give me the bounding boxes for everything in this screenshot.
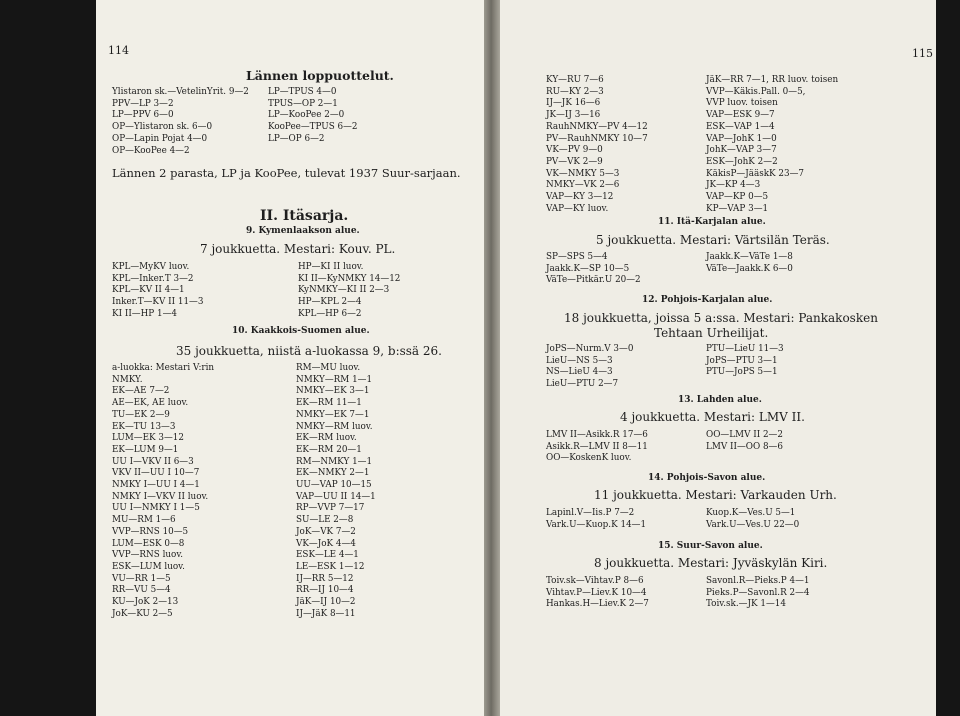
left-page — [96, 0, 484, 716]
district-15-sub: 8 joukkuetta. Mestari: Jyväskylän Kiri. — [594, 556, 828, 570]
result-line: RU—KY 2—3 — [546, 86, 604, 97]
result-line: KPL—KV II 4—1 — [112, 285, 185, 296]
result-line: OO—KoskenK luov. — [546, 453, 632, 464]
result-line: PPV—LP 3—2 — [112, 98, 174, 109]
result-line: RP—VVP 7—17 — [296, 503, 365, 514]
section-title: II. Itäsarja. — [260, 208, 349, 224]
result-line: VAP—KY luov. — [546, 203, 609, 214]
result-line: JK—KP 4—3 — [706, 180, 761, 191]
result-line: VVP luov. toisen — [706, 98, 778, 109]
result-line: EK—LUM 9—1 — [112, 444, 179, 455]
result-line: OP—Ylistaron sk. 6—0 — [112, 122, 213, 133]
result-line: VAP—KY 3—12 — [546, 192, 614, 203]
result-line: KI II—KyNMKY 14—12 — [298, 273, 401, 284]
result-line: JoK—VK 7—2 — [296, 526, 356, 537]
results-a — [112, 87, 249, 157]
result-line: RM—MU luov. — [296, 363, 361, 373]
district-12-sub-1: 18 joukkuetta, joissa 5 a:ssa. Mestari: Pankakosken — [564, 311, 878, 325]
district-11-heading: 11. Itä-Karjalan alue. — [658, 217, 766, 227]
result-line: JoPS—Nurm.V 3—0 — [546, 344, 634, 354]
page-title: Lännen loppuottelut. — [246, 68, 394, 83]
result-line: Lapinl.V—Iis.P 7—2 — [546, 508, 635, 518]
result-line: ESK—LUM luov. — [112, 561, 185, 572]
district-14-sub: 11 joukkuetta. Mestari: Varkauden Urh. — [594, 488, 837, 502]
result-line: LMV II—Asikk.R 17—6 — [546, 430, 648, 440]
result-line: IJ—JäK 8—11 — [296, 608, 356, 619]
district-9-sub: 7 joukkuetta. Mestari: Kouv. PL. — [200, 242, 396, 256]
result-line: UU—VAP 10—15 — [296, 480, 372, 491]
result-line: EK—NMKY 2—1 — [296, 468, 370, 479]
result-line: LieU—PTU 2—7 — [546, 379, 619, 390]
result-line: EK—RM 20—1 — [296, 444, 362, 455]
result-line: VäTe—Jaakk.K 6—0 — [706, 263, 793, 274]
district-14-heading: 14. Pohjois-Savon alue. — [648, 473, 766, 483]
result-line: LP—TPUS 4—0 — [268, 87, 337, 97]
result-line: JK—IJ 3—16 — [546, 110, 601, 121]
result-line: IJ—JK 16—6 — [546, 98, 601, 109]
result-line: Kuop.K—Ves.U 5—1 — [706, 508, 796, 518]
district-15-right — [706, 576, 810, 611]
result-line: KooPee—TPUS 6—2 — [268, 122, 358, 133]
result-line: Vark.U—Kuop.K 14—1 — [546, 519, 647, 530]
result-line: TU—EK 2—9 — [112, 409, 170, 420]
right-page — [500, 0, 936, 716]
result-line: UU I—NMKY I 1—5 — [112, 503, 200, 514]
result-line: LUM—ESK 0—8 — [112, 538, 185, 549]
result-line: VK—PV 9—0 — [546, 145, 603, 156]
result-line: RM—NMKY 1—1 — [296, 456, 373, 467]
district-13-right — [706, 430, 783, 453]
result-line: JohK—VAP 3—7 — [706, 145, 777, 156]
summary-text: Lännen 2 parasta, LP ja KooPee, tulevat 1937 Suur-sarjaan. — [112, 166, 461, 180]
result-line: KY—RU 7—6 — [546, 75, 604, 85]
result-line: JäK—RR 7—1, RR luov. toisen — [706, 75, 839, 85]
result-line: KyNMKY—KI II 2—3 — [298, 285, 390, 296]
result-line: Toiv.sk.—JK 1—14 — [706, 599, 786, 610]
result-line: NMKY I—VKV II luov. — [112, 491, 209, 502]
result-line: RauhNMKY—PV 4—12 — [546, 121, 648, 132]
result-line: KäkisP—JääskK 23—7 — [706, 168, 805, 179]
district-11-right — [706, 252, 793, 275]
result-line: NMKY—RM luov. — [296, 421, 373, 432]
result-line: Jaakk.K—SP 10—5 — [546, 263, 630, 274]
result-line: PV—VK 2—9 — [546, 156, 603, 167]
result-line: Vihtav.P—Liev.K 10—4 — [546, 587, 647, 598]
district-15-heading: 15. Suur-Savon alue. — [658, 541, 763, 551]
result-line: KI II—HP 1—4 — [112, 308, 177, 319]
result-line: UU I—VKV II 6—3 — [112, 456, 194, 467]
district-10-left — [112, 363, 214, 620]
result-line: Jaakk.K—VäTe 1—8 — [706, 252, 793, 262]
district-12-left — [546, 344, 633, 391]
result-line: VU—RR 1—5 — [112, 573, 171, 584]
result-line: IJ—RR 5—12 — [296, 573, 354, 584]
result-line: MU—RM 1—6 — [112, 515, 176, 526]
page-number-right: 115 — [912, 47, 933, 60]
result-line: AE—EK, AE luov. — [112, 398, 189, 409]
result-line: RR—IJ 10—4 — [296, 585, 354, 596]
result-line: LUM—EK 3—12 — [112, 433, 184, 444]
result-line: NMKY. — [112, 374, 143, 385]
district-10-sub: 35 joukkuetta, niistä a-luokassa 9, b:ssä 26. — [176, 344, 442, 358]
result-line: Inker.T—KV II 11—3 — [112, 297, 204, 308]
result-line: VVP—Käkis.Pall. 0—5, — [706, 86, 806, 97]
district-13-sub: 4 joukkuetta. Mestari: LMV II. — [620, 410, 805, 424]
result-line: EK—RM luov. — [296, 433, 357, 444]
district-11-left — [546, 252, 641, 287]
result-line: EK—RM 11—1 — [296, 398, 362, 409]
result-line: ESK—JohK 2—2 — [706, 156, 778, 167]
result-line: VVP—RNS 10—5 — [112, 526, 189, 537]
result-line: VAP—KP 0—5 — [706, 192, 769, 203]
result-line: SP—SPS 5—4 — [546, 252, 608, 262]
district-9-right — [298, 262, 400, 321]
result-line: NMKY—EK 7—1 — [296, 409, 370, 420]
district-14-left — [546, 508, 646, 531]
result-line: VK—NMKY 5—3 — [546, 168, 620, 179]
book-gutter — [484, 0, 500, 716]
result-line: NMKY—EK 3—1 — [296, 386, 370, 397]
result-line: LP—KooPee 2—0 — [268, 110, 345, 121]
result-line: PTU—LieU 11—3 — [706, 344, 784, 354]
result-line: KU—JoK 2—13 — [112, 597, 179, 608]
result-line: LMV II—OO 8—6 — [706, 441, 783, 452]
result-line: HP—KI II luov. — [298, 262, 364, 272]
result-line: VAP—ESK 9—7 — [706, 110, 775, 121]
result-line: KP—VAP 3—1 — [706, 203, 769, 214]
district-15-left — [546, 576, 649, 611]
result-line: Ylistaron sk.—VetelinYrit. 9—2 — [112, 87, 249, 97]
result-line: HP—KPL 2—4 — [298, 297, 362, 308]
result-line: OP—KooPee 4—2 — [112, 145, 190, 156]
result-line: OO—LMV II 2—2 — [706, 430, 783, 440]
result-line: NMKY—RM 1—1 — [296, 374, 373, 385]
result-line: OP—Lapin Pojat 4—0 — [112, 133, 208, 144]
district-12-heading: 12. Pohjois-Karjalan alue. — [642, 295, 773, 305]
district-14-right — [706, 508, 799, 531]
district-9-left — [112, 262, 203, 321]
result-line: LP—PPV 6—0 — [112, 110, 174, 121]
result-line: Asikk.R—LMV II 8—11 — [546, 441, 648, 452]
result-line: NS—LieU 4—3 — [546, 367, 613, 378]
result-line: Vark.U—Ves.U 22—0 — [706, 519, 800, 530]
result-line: RR—VU 5—4 — [112, 585, 171, 596]
result-line: VäTe—Pitkär.U 20—2 — [546, 275, 641, 286]
top-results-right — [706, 75, 838, 215]
district-13-left — [546, 430, 648, 465]
district-12-sub-2: Tehtaan Urheilijat. — [654, 326, 769, 340]
result-line: EK—AE 7—2 — [112, 386, 170, 397]
result-line: ESK—LE 4—1 — [296, 550, 359, 561]
result-line: VAP—UU II 14—1 — [296, 491, 376, 502]
top-results-left — [546, 75, 648, 215]
result-line: KPL—Inker.T 3—2 — [112, 273, 194, 284]
district-11-sub: 5 joukkuetta. Mestari: Värtsilän Teräs. — [596, 233, 830, 247]
result-line: LP—OP 6—2 — [268, 133, 325, 144]
district-10-heading: 10. Kaakkois-Suomen alue. — [232, 326, 370, 336]
result-line: VKV II—UU I 10—7 — [112, 468, 200, 479]
district-9-heading: 9. Kymenlaakson alue. — [246, 226, 360, 236]
result-line: VVP—RNS luov. — [112, 550, 184, 561]
page-number-left: 114 — [108, 44, 129, 57]
result-line: SU—LE 2—8 — [296, 515, 354, 526]
result-line: Pieks.P—Savonl.R 2—4 — [706, 587, 810, 598]
result-line: JoPS—PTU 3—1 — [706, 355, 778, 366]
result-line: PTU—JoPS 5—1 — [706, 367, 778, 378]
result-line: Toiv.sk—Vihtav.P 8—6 — [546, 576, 644, 586]
results-b — [268, 87, 358, 146]
result-line: VK—JoK 4—4 — [296, 538, 356, 549]
district-10-right — [296, 363, 376, 620]
result-line: ESK—VAP 1—4 — [706, 121, 775, 132]
district-13-heading: 13. Lahden alue. — [678, 395, 762, 405]
result-line: LieU—NS 5—3 — [546, 355, 613, 366]
result-line: NMKY I—UU I 4—1 — [112, 480, 200, 491]
result-line: NMKY—VK 2—6 — [546, 180, 620, 191]
district-12-right — [706, 344, 784, 379]
result-line: VAP—JohK 1—0 — [706, 133, 777, 144]
result-line: KPL—MyKV luov. — [112, 262, 190, 272]
result-line: Hankas.H—Liev.K 2—7 — [546, 599, 649, 610]
result-line: LE—ESK 1—12 — [296, 561, 365, 572]
result-line: TPUS—OP 2—1 — [268, 98, 338, 109]
result-line: KPL—HP 6—2 — [298, 308, 362, 319]
result-line: Savonl.R—Pieks.P 4—1 — [706, 576, 810, 586]
result-line: a-luokka: Mestari V:rin — [112, 363, 215, 373]
result-line: PV—RauhNMKY 10—7 — [546, 133, 648, 144]
result-line: JoK—KU 2—5 — [112, 608, 173, 619]
result-line: JäK—IJ 10—2 — [296, 597, 356, 608]
result-line: EK—TU 13—3 — [112, 421, 176, 432]
